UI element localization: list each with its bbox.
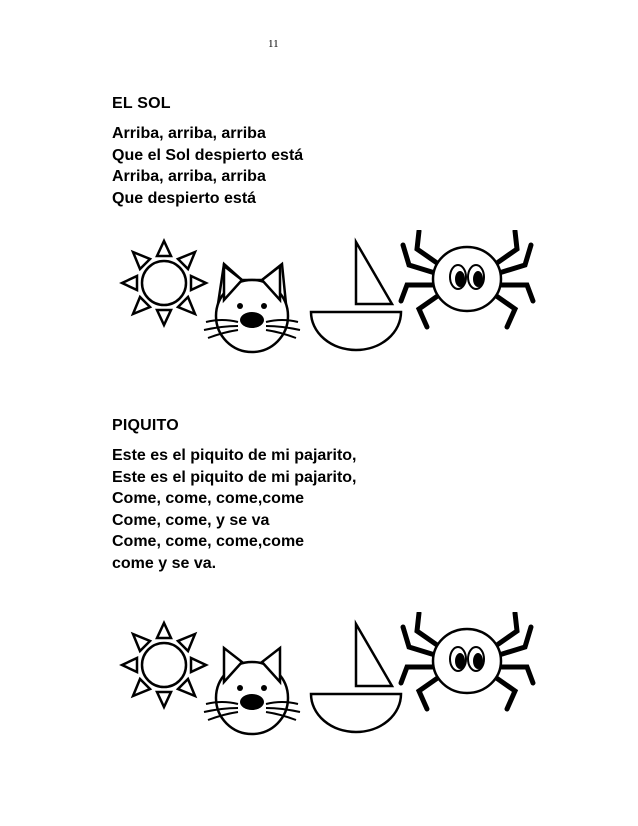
cat-icon <box>204 264 300 352</box>
song-line: Este es el piquito de mi pajarito, <box>112 447 357 464</box>
song-line: Come, come, come,come <box>112 533 305 550</box>
song-line: Come, come, y se va <box>112 511 270 529</box>
song-line: Que el Sol despierto está <box>112 146 304 164</box>
song-line: come y se va. <box>112 554 217 572</box>
spider-icon <box>401 613 533 709</box>
picture-row <box>112 612 552 742</box>
song-piquito <box>112 417 357 574</box>
song-line: Arriba, arriba, arriba <box>112 125 266 142</box>
sun-icon <box>122 241 206 325</box>
song-el-sol <box>112 95 303 209</box>
sailboat-icon <box>311 242 401 350</box>
song-line: Arriba, arriba, arriba <box>112 168 266 185</box>
song-line: Que despierto está <box>112 189 257 207</box>
cat-icon <box>204 648 300 734</box>
song-title: PIQUITO <box>112 417 179 434</box>
page-number: 11 <box>268 38 279 50</box>
song-line: Este es el piquito de mi pajarito, <box>112 468 357 486</box>
spider-icon <box>401 231 533 327</box>
picture-row <box>112 230 552 360</box>
song-line: Come, come, come,come <box>112 490 305 507</box>
sun-icon <box>122 623 206 707</box>
sailboat-icon <box>311 624 401 732</box>
song-title: EL SOL <box>112 95 171 112</box>
